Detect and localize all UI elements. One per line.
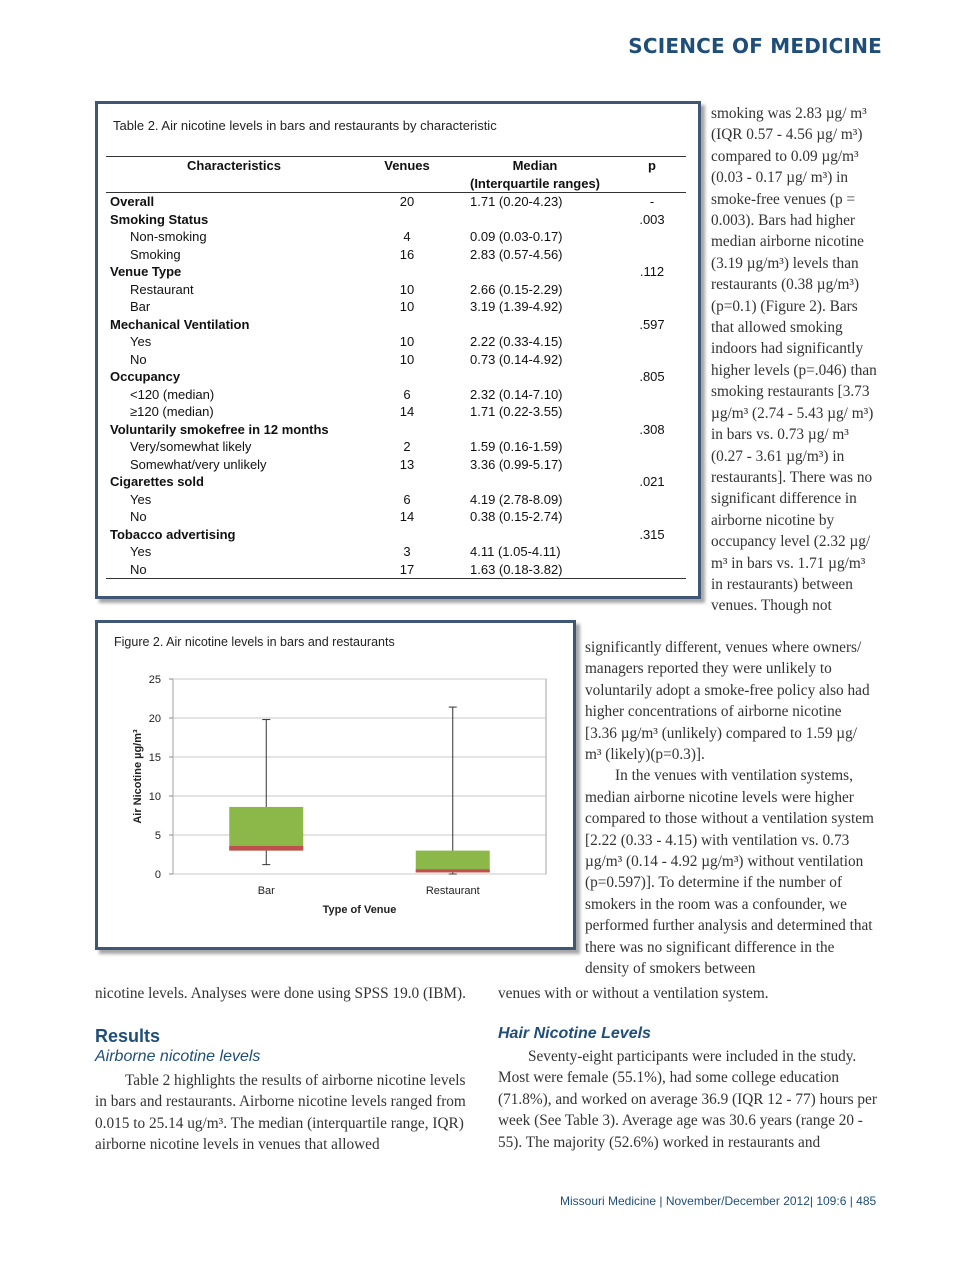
cell-p: .315 — [639, 526, 665, 542]
right-mid-end-line: venues with or without a ventilation system. — [498, 985, 769, 1002]
cell-median: 0.09 (0.03-0.17) — [470, 229, 563, 244]
cell-venues: 4 — [403, 229, 411, 244]
box-bar — [229, 807, 303, 851]
cell-characteristic: Yes — [130, 491, 152, 507]
cell-characteristic: Mechanical Ventilation — [110, 316, 250, 332]
box-restaurant — [416, 851, 490, 873]
y-tick-label: 25 — [148, 674, 161, 686]
figure-2-box — [95, 620, 576, 950]
hair-heading: Hair Nicotine Levels — [498, 1025, 651, 1042]
cell-p: .021 — [639, 474, 665, 489]
table-row — [106, 193, 686, 211]
right-column-mid — [585, 637, 877, 980]
cell-characteristic: Yes — [130, 334, 152, 349]
cell-p — [618, 561, 686, 579]
cell-characteristic: Restaurant — [130, 281, 194, 297]
cell-venues: 14 — [399, 509, 415, 524]
airborne-heading: Airborne nicotine levels — [95, 1048, 261, 1065]
cell-p — [618, 351, 686, 369]
table-row — [106, 211, 686, 229]
table-row — [106, 316, 686, 334]
boxplot-chart — [98, 623, 573, 947]
right-mid-paragraph-1: significantly different, venues where owners/ managers reported they were unlikely to voluntarily adopt a smoke-free policy also had higher concentrations of airborne nicotine [3.36 µg/m³ (unlikely) compared to 1.59 µg/ m³ (likely)(p=0.3)]. — [585, 639, 870, 764]
table-row — [106, 456, 686, 474]
table-2-box — [95, 101, 701, 599]
table-2 — [106, 156, 686, 579]
table-row — [106, 368, 686, 386]
cell-characteristic: Somewhat/very unlikely — [130, 456, 267, 472]
cell-venues: 13 — [399, 456, 415, 472]
table-row — [106, 526, 686, 544]
table-body — [106, 193, 686, 579]
cell-p — [618, 543, 686, 561]
table-row — [106, 438, 686, 456]
table-row — [106, 403, 686, 421]
right-column-top — [711, 103, 877, 617]
cell-median: 2.22 (0.33-4.15) — [470, 334, 563, 349]
cell-characteristic: Venue Type — [110, 264, 182, 279]
table-row — [106, 386, 686, 404]
cell-median: 0.38 (0.15-2.74) — [470, 509, 563, 524]
cell-venues — [362, 211, 452, 229]
cell-venues: 3 — [403, 544, 411, 559]
table-row — [106, 421, 686, 439]
plot-area — [173, 679, 546, 874]
x-tick-label: Bar — [257, 885, 275, 897]
table-row — [106, 333, 686, 351]
y-tick-label: 20 — [148, 713, 161, 725]
cell-median: 2.32 (0.14-7.10) — [470, 386, 563, 402]
cell-venues: 17 — [362, 561, 452, 579]
results-paragraph: Table 2 highlights the results of airborne nicotine levels in bars and restaurants. Airborne nicotine levels ranged from 0.015 to 25.14 ug/m³. The median (interquartile range, IQR) airborne nicotine levels in venues that allowed — [95, 1072, 466, 1154]
table-row — [106, 228, 686, 246]
cell-characteristic: Occupancy — [110, 369, 181, 384]
cell-p — [618, 298, 686, 316]
cell-venues: 10 — [399, 334, 415, 349]
cell-venues — [362, 368, 452, 386]
th-median: Median — [452, 157, 618, 175]
right-top-paragraph: smoking was 2.83 µg/ m³ (IQR 0.57 - 4.56 µg/ m³) compared to 0.09 µg/m³ (0.03 - 0.17 µg/ m³) in smoke-free venues (p = 0.003). Bars had higher median airborne nicotine (3.19 µg/m³) levels than restaurants (0.38 µg/m³) (p=0.1) (Figure 2). Bars that allowed smoking indoors had significantly higher levels (p=.046) than smoking restaurants [3.73 µg/m³ (2.74 - 5.43 µg/ m³) in bars vs. 0.73 µg/ m³ (0.27 - 3.61 µg/m³) in restaurants]. There was no significant difference in airborne nicotine by occupancy level (2.32 µg/ m³ in bars vs. 1.71 µg/m³ in restaurants) between venues. Though not — [711, 105, 877, 615]
cell-median: 3.36 (0.99-5.17) — [470, 456, 563, 472]
cell-venues: 6 — [403, 491, 411, 507]
y-axis-label: Air Nicotine µg/m³ — [132, 729, 144, 824]
cell-median: 1.71 (0.20-4.23) — [470, 194, 563, 209]
table-row — [106, 246, 686, 264]
cell-venues — [362, 316, 452, 334]
cell-p — [618, 491, 686, 509]
left-end-line: nicotine levels. Analyses were done using SPSS 19.0 (IBM). — [95, 985, 466, 1002]
cell-p — [618, 228, 686, 246]
cell-characteristic: Tobacco advertising — [110, 526, 236, 542]
right-mid-paragraph-2: In the venues with ventilation systems, median airborne nicotine levels were higher compared to those without a ventilation system [2.22 (0.33 - 4.15) with ventilation vs. 0.73 µg/m³ (0.14 - 4.92 µg/m³) without ventilation (p=0.597)]. To determine if the number of smokers in the room was a confounder, we performed further analysis and determined that there was no significant difference in the density of smokers between — [585, 767, 874, 978]
cell-p — [618, 508, 686, 526]
median-band-bar — [229, 846, 303, 851]
table-caption: Table 2. Air nicotine levels in bars and restaurants by characteristic — [113, 118, 497, 133]
cell-median: 4.19 (2.78-8.09) — [470, 491, 563, 507]
cell-median — [452, 421, 618, 439]
table-row — [106, 491, 686, 509]
cell-median — [452, 526, 618, 544]
x-axis-label: Type of Venue — [322, 904, 397, 916]
th-characteristics: Characteristics — [106, 157, 362, 175]
cell-p: .112 — [639, 264, 665, 279]
figure-caption: Figure 2. Air nicotine levels in bars and restaurants — [114, 635, 395, 649]
cell-characteristic: Very/somewhat likely — [130, 439, 252, 454]
cell-venues: 10 — [399, 281, 415, 297]
y-tick-label: 5 — [154, 830, 161, 842]
table-row — [106, 508, 686, 526]
section-header: SCIENCE OF MEDICINE — [628, 34, 882, 58]
cell-characteristic: No — [130, 509, 147, 524]
cell-venues: 14 — [399, 404, 415, 419]
cell-median: 1.71 (0.22-3.55) — [470, 404, 563, 419]
cell-p: .597 — [639, 316, 665, 332]
y-tick-label: 15 — [148, 752, 161, 764]
median-band-restaurant — [416, 869, 490, 872]
cell-characteristic: Overall — [110, 194, 155, 209]
table-row — [106, 298, 686, 316]
table-row — [106, 351, 686, 369]
cell-venues — [362, 473, 452, 491]
cell-characteristic: Cigarettes sold — [110, 474, 204, 489]
cell-p: .308 — [639, 421, 665, 437]
cell-characteristic: Bar — [130, 299, 151, 314]
cell-characteristic: No — [106, 561, 362, 579]
y-tick-label: 0 — [154, 869, 161, 881]
cell-median — [452, 263, 618, 281]
results-heading: Results — [95, 1026, 161, 1046]
th-venues: Venues — [362, 157, 452, 175]
cell-p: - — [649, 194, 655, 209]
cell-median: 1.59 (0.16-1.59) — [470, 439, 563, 454]
table-row — [106, 263, 686, 281]
cell-characteristic: ≥120 (median) — [130, 404, 214, 419]
cell-venues: 10 — [399, 299, 415, 314]
page-footer: Missouri Medicine | November/December 2012| 109:6 | 485 — [560, 1194, 877, 1208]
cell-characteristic: Smoking Status — [110, 211, 209, 227]
left-column-bottom — [95, 1070, 477, 1156]
cell-characteristic: Voluntarily smokefree in 12 months — [110, 421, 329, 437]
cell-median — [452, 368, 618, 386]
x-tick-label: Restaurant — [425, 885, 480, 897]
hair-paragraph: Seventy-eight participants were included in the study. Most were female (55.1%), had some college education (71.8%), and worked on average 36.9 (IQR 12 - 77) hours per week (See Table 3). Average age was 30.6 years (range 20 - 55). The majority (52.6%) worked in restaurants and — [498, 1048, 877, 1151]
cell-p — [618, 333, 686, 351]
cell-characteristic: No — [130, 351, 147, 367]
cell-p — [618, 281, 686, 299]
cell-median — [452, 211, 618, 229]
cell-median: 1.63 (0.18-3.82) — [452, 561, 618, 579]
th-median-sub: (Interquartile ranges) — [452, 175, 618, 193]
cell-characteristic: Smoking — [130, 246, 181, 262]
cell-characteristic: Yes — [130, 544, 152, 559]
cell-venues: 2 — [403, 439, 411, 454]
cell-characteristic: Non-smoking — [130, 229, 207, 244]
table-row — [106, 281, 686, 299]
cell-median: 3.19 (1.39-4.92) — [470, 299, 563, 314]
cell-venues: 6 — [403, 386, 411, 402]
right-column-bottom — [498, 1046, 878, 1153]
cell-characteristic: <120 (median) — [130, 386, 215, 402]
cell-p — [618, 456, 686, 474]
cell-venues — [362, 421, 452, 439]
cell-median — [452, 473, 618, 491]
cell-median: 2.83 (0.57-4.56) — [470, 246, 563, 262]
cell-median: 0.73 (0.14-4.92) — [470, 351, 563, 367]
table-row — [106, 543, 686, 561]
cell-p: .805 — [639, 369, 665, 384]
cell-venues: 10 — [399, 351, 415, 367]
cell-venues: 20 — [399, 194, 415, 209]
cell-venues: 16 — [399, 246, 415, 262]
cell-p — [618, 438, 686, 456]
cell-median — [452, 316, 618, 334]
cell-p: .003 — [639, 211, 665, 227]
cell-median: 4.11 (1.05-4.11) — [470, 544, 561, 559]
cell-venues — [362, 263, 452, 281]
cell-venues — [362, 526, 452, 544]
y-tick-label: 10 — [148, 791, 161, 803]
table-row — [106, 561, 686, 579]
table-row — [106, 473, 686, 491]
cell-median: 2.66 (0.15-2.29) — [470, 281, 563, 297]
cell-p — [618, 246, 686, 264]
cell-p — [618, 403, 686, 421]
cell-p — [618, 386, 686, 404]
th-p: p — [618, 157, 686, 175]
